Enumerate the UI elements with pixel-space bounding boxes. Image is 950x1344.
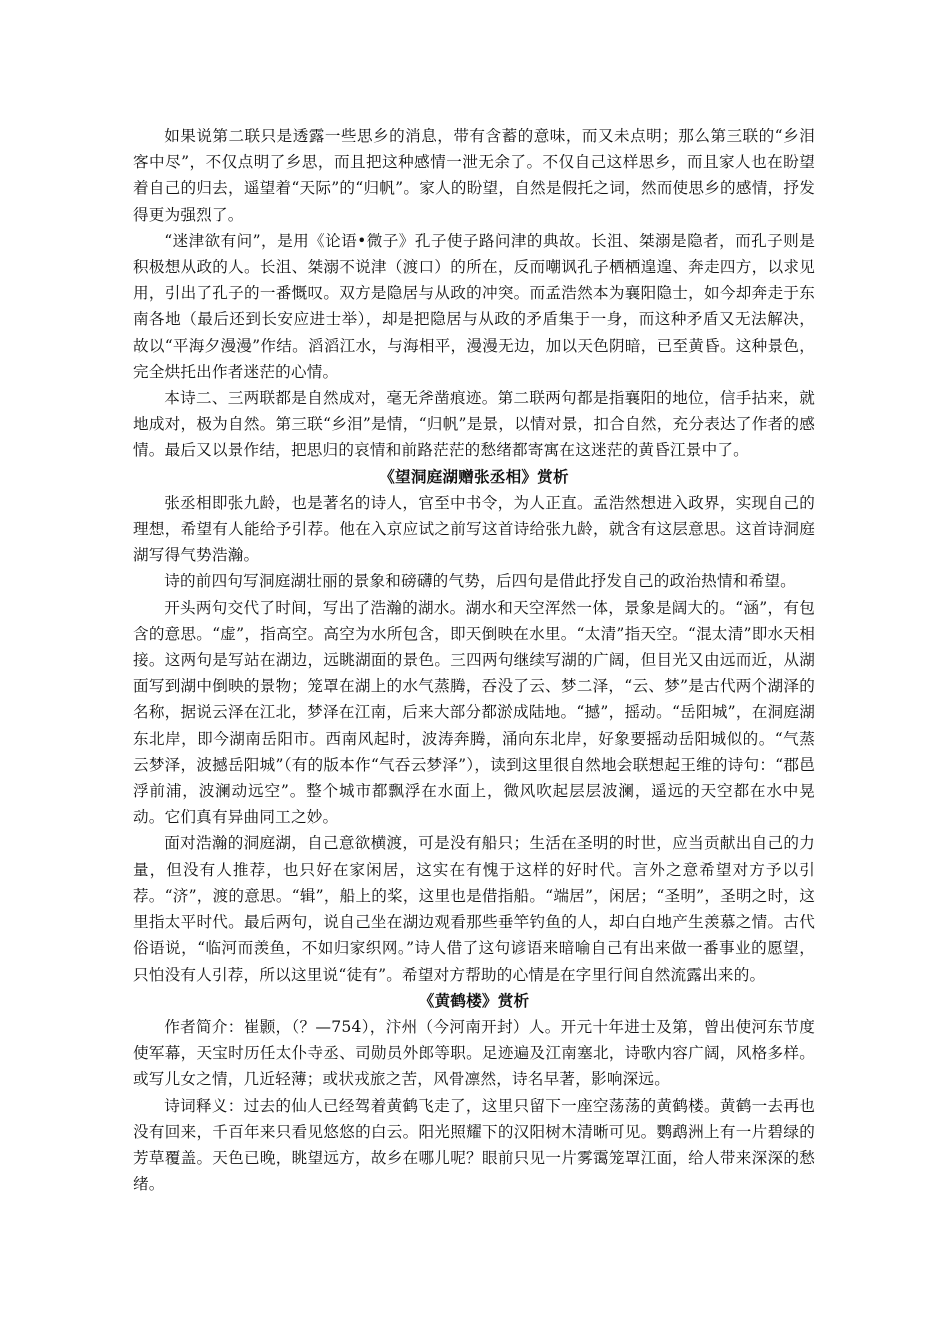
paragraph: 如果说第二联只是透露一些思乡的消息，带有含蓄的意味，而又未点明；那么第三联的“乡泪客中尽”，不仅点明了乡思，而且把这种感情一泄无余了。不仅自己这样思乡，而且家人也在盼望着自己的归去，遥望着“天际”的“归帆”。家人的盼望，自然是假托之词，然而使思乡的感情，抒发得更为强烈了。 xyxy=(133,127,815,224)
document-body xyxy=(133,123,815,1197)
paragraph: 面对浩瀚的洞庭湖，自己意欲横渡，可是没有船只；生活在圣明的时世，应当贡献出自己的力量，但没有人推荐，也只好在家闲居，这实在有愧于这样的好时代。言外之意希望对方予以引荐。“济”，渡的意思。“辑”，船上的桨，这里也是借指船。“端居”，闲居；“圣明”，圣明之时，这里指太平时代。最后两句，说自己坐在湖边观看那些垂竿钓鱼的人，却白白地产生羡慕之情。古代俗语说，“临河而羡鱼，不如归家织网。”诗人借了这句谚语来暗喻自己有出来做一番事业的愿望，只怕没有人引荐，所以这里说“徒有”。希望对方帮助的心情是在字里行间自然流露出来的。 xyxy=(133,834,815,984)
section-heading: 《黄鹤楼》赏析 xyxy=(418,990,530,1010)
paragraph: 张丞相即张九龄，也是著名的诗人，官至中书令，为人正直。孟浩然想进入政界，实现自己的理想，希望有人能给予引荐。他在入京应试之前写这首诗给张九龄，就含有这层意思。这首诗洞庭湖写得气势浩瀚。 xyxy=(133,493,815,565)
section-heading: 《望洞庭湖赠张丞相》赏析 xyxy=(379,466,569,486)
paragraph: 作者简介：崔颢，（？—754），汴州（今河南开封）人。开元十年进士及第，曾出使河东节度使军幕，天宝时历任太仆寺丞、司勋员外郎等职。足迹遍及江南塞北，诗歌内容广阔，风格多样。或写儿女之情，几近轻薄；或状戎旅之苦，风骨凛然，诗名早著，影响深远。 xyxy=(133,1017,815,1089)
paragraph: “迷津欲有问”，是用《论语•微子》孔子使子路问津的典故。长沮、桀溺是隐者，而孔子则是积极想从政的人。长沮、桀溺不说津（渡口）的所在，反而嘲讽孔子栖栖遑遑、奔走四方，以求见用，引出了孔子的一番慨叹。双方是隐居与从政的冲突。而孟浩然本为襄阳隐士，如今却奔走于东南各地（最后还到长安应进士举），却是把隐居与从政的矛盾集于一身，而这种矛盾又无法解决，故以“平海夕漫漫”作结。滔滔江水，与海相平，漫漫无边，加以天色阴暗，已至黄昏。这种景色，完全烘托出作者迷茫的心情。 xyxy=(133,231,815,381)
paragraph: 开头两句交代了时间，写出了浩瀚的湖水。湖水和天空浑然一体，景象是阔大的。“涵”，有包含的意思。“虚”，指高空。高空为水所包含，即天倒映在水里。“太清”指天空。“混太清”即水天相接。这两句是写站在湖边，远眺湖面的景色。三四两句继续写湖的广阔，但目光又由远而近，从湖面写到湖中倒映的景物；笼罩在湖上的水气蒸腾，吞没了云、梦二泽，“云、梦”是古代两个湖泽的名称，据说云泽在江北，梦泽在江南，后来大部分都淤成陆地。“撼”，摇动。“岳阳城”，在洞庭湖东北岸，即今湖南岳阳市。西南风起时，波涛奔腾，涌向东北岸，好象要摇动岳阳城似的。“气蒸云梦泽，波撼岳阳城”（有的版本作“气吞云梦泽”），读到这里很自然地会联想起王维的诗句：“郡邑浮前浦，波澜动远空”。整个城市都飘浮在水面上，微风吹起层层波澜，遥远的天空都在水中晃动。它们真有异曲同工之妙。 xyxy=(133,598,815,827)
paragraph: 本诗二、三两联都是自然成对，毫无斧凿痕迹。第二联两句都是指襄阳的地位，信手拈来，就地成对，极为自然。第三联“乡泪”是情，“归帆”是景，以情对景，扣合自然，充分表达了作者的感情。最后又以景作结，把思归的哀情和前路茫茫的愁绪都寄寓在这迷茫的黄昏江景中了。 xyxy=(133,389,815,460)
paragraph: 诗的前四句写洞庭湖壮丽的景象和磅礴的气势，后四句是借此抒发自己的政治热情和希望。 xyxy=(164,572,796,591)
paragraph: 诗词释义：过去的仙人已经驾着黄鹤飞走了，这里只留下一座空荡荡的黄鹤楼。黄鹤一去再也没有回来，千百年来只看见悠悠的白云。阳光照耀下的汉阳树木清晰可见。鹦鹉洲上有一片碧绿的芳草覆盖。天色已晚，眺望远方，故乡在哪儿呢？眼前只见一片雾霭笼罩江面，给人带来深深的愁绪。 xyxy=(133,1096,815,1194)
